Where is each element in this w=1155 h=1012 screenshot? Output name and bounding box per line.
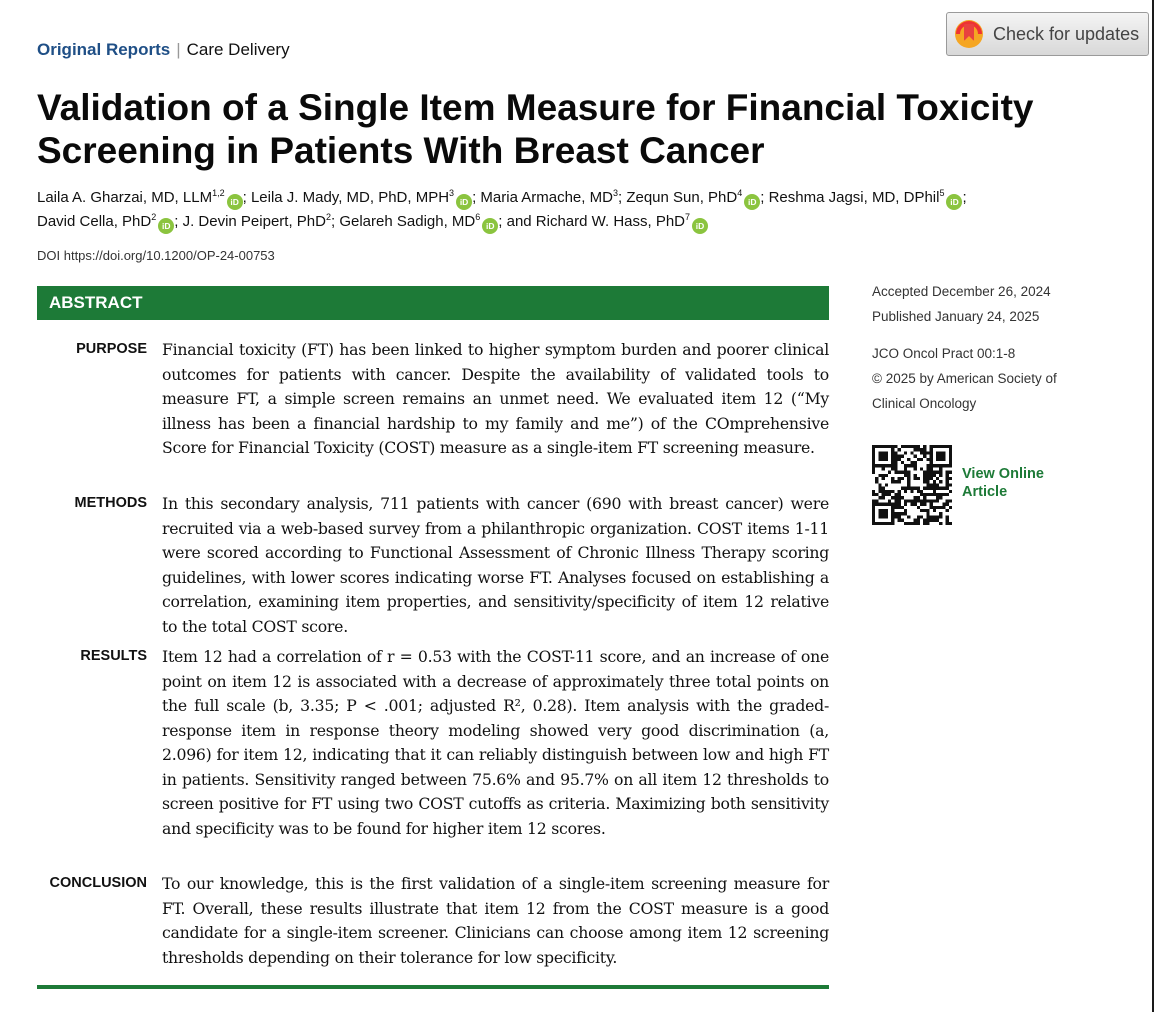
author-separator: ; (174, 213, 183, 230)
article-title: Validation of a Single Item Measure for Financial Toxicity Screening in Patients With Breast Cancer (37, 87, 1034, 171)
journal-citation: JCO Oncol Pract 00:1-8 (872, 346, 1016, 361)
author-affiliation: 3 (449, 188, 455, 198)
abstract-text: Financial toxicity (FT) has been linked to higher symptom burden and poorer clinical outcomes for patients with cancer. Despite the availability of validated tools to measure FT, a simple screen remains an unmet need. We evaluated item 12 (“My illness has been a financial hardship to my family and me”) of the COmprehensive Score for Financial Toxicity (COST) measure as a single-item FT screening measure. (162, 340, 829, 457)
author-separator: ; and (498, 213, 536, 230)
author-name[interactable]: Leila J. Mady, MD, PhD, MPH (250, 189, 450, 206)
author-separator: ; (472, 189, 481, 206)
abstract-text: In this secondary analysis, 711 patients with cancer (690 with breast cancer) were recruited via a web-based survey from a philanthropic organization. COST items 1-11 were scored according to Functional Assessment of Chronic Illness Therapy scoring guidelines, with lower scores indicating worse FT. Analyses focused on establishing a correlation, examining item properties, and sensitivity/specificity of item 12 relative to the total COST score. (162, 494, 829, 636)
author-affiliation: 2 (325, 212, 331, 222)
page-edge-rule (1152, 0, 1154, 1012)
author-affiliation: 1,2 (212, 188, 225, 198)
abstract-label: RESULTS (80, 648, 147, 664)
doi-link[interactable]: DOI https://doi.org/10.1200/OP-24-00753 (37, 248, 275, 263)
author-separator: ; (331, 213, 340, 230)
section-name[interactable]: Original Reports (37, 40, 171, 59)
author-affiliation: 4 (737, 188, 743, 198)
author-name[interactable]: J. Devin Peipert, PhD (182, 213, 326, 230)
author-name[interactable]: Laila A. Gharzai, MD, LLM (37, 189, 213, 206)
section-separator: | (176, 40, 181, 59)
view-online-label: View Online (962, 466, 1044, 482)
article-section-label (37, 40, 290, 60)
crossmark-icon (954, 19, 984, 49)
author-name[interactable]: Richard W. Hass, PhD (535, 213, 686, 230)
author-separator: ; (242, 189, 251, 206)
published-date: Published January 24, 2025 (872, 309, 1040, 324)
subsection-name: Care Delivery (186, 40, 290, 59)
qr-code-icon[interactable] (872, 445, 952, 525)
abstract-label: CONCLUSION (49, 875, 147, 891)
citation-info (872, 341, 1057, 416)
abstract-bottom-rule (37, 985, 829, 989)
orcid-icon[interactable]: iD (946, 194, 962, 210)
abstract-heading: ABSTRACT (37, 286, 829, 320)
author-separator: ; (760, 189, 769, 206)
author-separator: ; (962, 189, 967, 206)
author-line-2 (37, 210, 1107, 234)
abstract-text: To our knowledge, this is the first validation of a single-item screening measure for FT. Overall, these results illustrate that item 12 from the COST measure is a good candidate for a single-item screener. Clinicians can choose among item 12 screening thresholds depending on their tolerance for low specificity. (162, 874, 829, 967)
author-affiliation: 7 (685, 212, 691, 222)
view-online-label: Article (962, 484, 1008, 500)
orcid-icon[interactable]: iD (158, 218, 174, 234)
check-for-updates-label: Check for updates (993, 23, 1140, 44)
author-list (37, 186, 1107, 234)
author-affiliation: 6 (475, 212, 481, 222)
author-name[interactable]: Reshma Jagsi, MD, DPhil (768, 189, 940, 206)
author-affiliation: 2 (151, 212, 157, 222)
copyright-line: Clinical Oncology (872, 396, 977, 411)
publication-dates (872, 279, 1051, 329)
orcid-icon[interactable]: iD (482, 218, 498, 234)
orcid-icon[interactable]: iD (227, 194, 243, 210)
abstract-label: PURPOSE (76, 341, 147, 357)
author-name[interactable]: Gelareh Sadigh, MD (339, 213, 476, 230)
orcid-icon[interactable]: iD (744, 194, 760, 210)
author-affiliation: 5 (939, 188, 945, 198)
abstract-text: Item 12 had a correlation of r = 0.53 with the COST-11 score, and an increase of one point on item 12 is associated with a decrease of approximately three total points on the full scale (b, 3.35; P < .001; adjusted R², 0.28). Item analysis with the graded-response item in response theory modeling showed very good discrimination (a, 2.096) for item 12, indicating that it can reliably distinguish between low and high FT in patients. Sensitivity ranged between 75.6% and 95.7% on all item 12 thresholds to screen positive for FT using two COST cutoffs as criteria. Maximizing both sensitivity and specificity was to be found for higher item 12 scores. (162, 647, 829, 838)
copyright-line: © 2025 by American Society of (872, 371, 1057, 386)
author-line-1 (37, 186, 1107, 210)
abstract-label: METHODS (74, 495, 147, 511)
orcid-icon[interactable]: iD (456, 194, 472, 210)
accepted-date: Accepted December 26, 2024 (872, 284, 1051, 299)
author-name[interactable]: Maria Armache, MD (480, 189, 613, 206)
author-name[interactable]: Zequn Sun, PhD (626, 189, 738, 206)
check-for-updates-button[interactable] (946, 12, 1149, 56)
author-affiliation: 3 (612, 188, 618, 198)
orcid-icon[interactable]: iD (692, 218, 708, 234)
author-name[interactable]: David Cella, PhD (37, 213, 152, 230)
author-separator: ; (617, 189, 627, 206)
view-online-article-link[interactable] (962, 465, 1062, 501)
